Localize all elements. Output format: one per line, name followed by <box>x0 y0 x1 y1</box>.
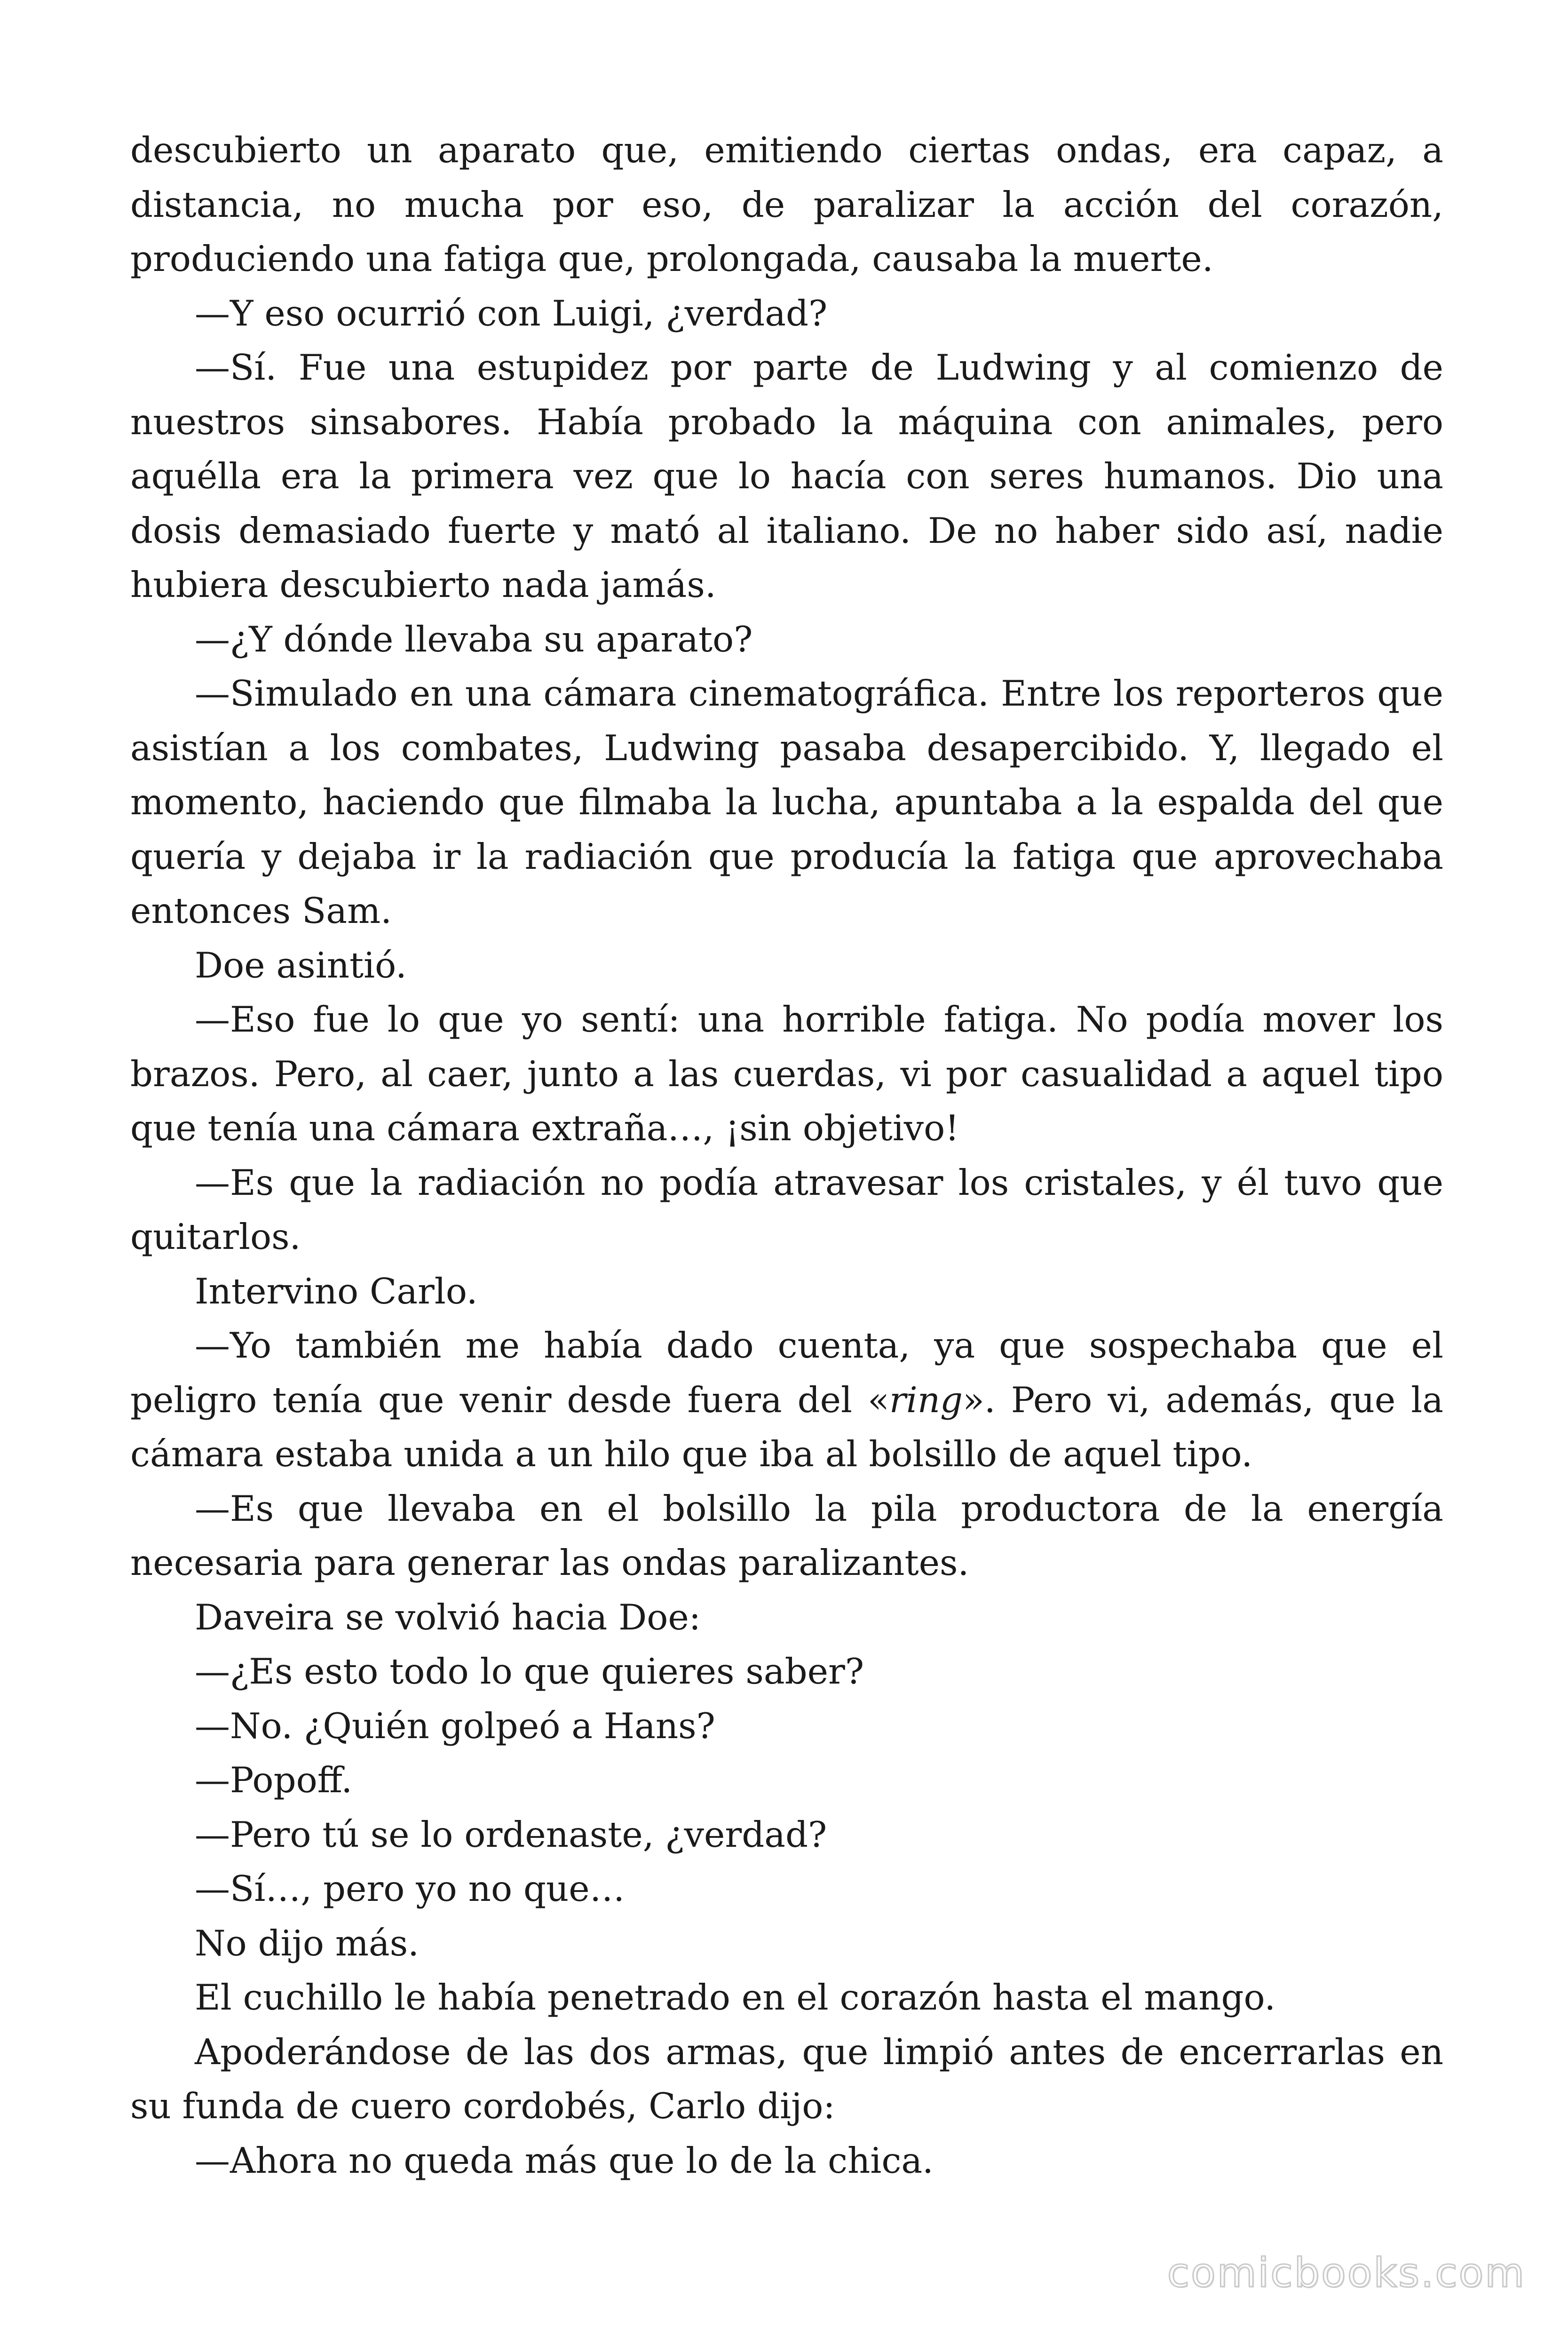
paragraph <box>130 341 1443 612</box>
paragraph-text: —Ahora no queda más que lo de la chica. <box>195 2139 934 2181</box>
paragraph <box>130 1753 1443 1808</box>
paragraph <box>130 2134 1443 2188</box>
paragraph-text: —Eso fue lo que yo sentí: una horrible fatiga. No podía mover los brazos. Pero, al caer, junto a las cuerdas, vi por casualidad a aquel tipo que tenía una cámara extraña…, ¡sin objetivo! <box>130 999 1443 1149</box>
paragraph <box>130 1482 1443 1590</box>
paragraph <box>130 1645 1443 1699</box>
paragraph <box>130 993 1443 1156</box>
paragraph-text: —¿Es esto todo lo que quieres saber? <box>195 1651 864 1692</box>
paragraph <box>130 1264 1443 1319</box>
paragraph-text: —Es que la radiación no podía atravesar los cristales, y él tuvo que quitarlos. <box>130 1161 1443 1257</box>
paragraph-text: Daveira se volvió hacia Doe: <box>195 1596 701 1638</box>
paragraph-text: —Yo también me había dado cuenta, ya que sospechaba que el peligro tenía que venir desde fuera del « <box>130 1325 1443 1421</box>
paragraph <box>130 1699 1443 1754</box>
paragraph-text: —Sí…, pero yo no que… <box>195 1868 625 1909</box>
paragraph-text: —Simulado en una cámara cinematográfica. Entre los reporteros que asistían a los combates, Ludwing pasaba desapercibido. Y, llegado el momento, haciendo que filmaba la lucha, apuntaba a la espalda del que quería y dejaba ir la radiación que producía la fatiga que aprovechaba entonces Sam. <box>130 673 1443 931</box>
paragraph <box>130 612 1443 667</box>
paragraph-text: —Popoff. <box>195 1759 353 1801</box>
italic-term: ring <box>889 1379 963 1421</box>
paragraph-text-continued: ». Pero vi, además, que la cámara estaba unida a un hilo que iba al bolsillo de aquel tipo. <box>130 1379 1443 1475</box>
paragraph-text: No dijo más. <box>195 1922 420 1964</box>
paragraph <box>130 1808 1443 1862</box>
paragraph <box>130 2025 1443 2134</box>
watermark-logo: comicbooks.com <box>1167 2249 1526 2296</box>
paragraph <box>130 667 1443 938</box>
paragraph <box>130 1916 1443 1971</box>
paragraph-text: —¿Y dónde llevaba su aparato? <box>195 618 753 660</box>
paragraph <box>130 938 1443 993</box>
paragraph-text: —No. ¿Quién golpeó a Hans? <box>195 1705 715 1747</box>
paragraph <box>130 1971 1443 2025</box>
paragraph <box>130 286 1443 341</box>
paragraph-text: Apoderándose de las dos armas, que limpió antes de encerrarlas en su funda de cuero cordobés, Carlo dijo: <box>130 2031 1443 2127</box>
paragraph-text: descubierto un aparato que, emitiendo ciertas ondas, era capaz, a distancia, no mucha por eso, de paralizar la acción del corazón, produciendo una fatiga que, prolongada, causaba la muerte. <box>130 129 1443 279</box>
paragraph-text: —Es que llevaba en el bolsillo la pila productora de la energía necesaria para generar las ondas paralizantes. <box>130 1487 1443 1583</box>
paragraph-text: —Pero tú se lo ordenaste, ¿verdad? <box>195 1813 827 1855</box>
paragraph <box>130 1156 1443 1264</box>
paragraph <box>130 1590 1443 1645</box>
paragraph <box>130 1319 1443 1482</box>
page-body-text <box>130 123 1443 2188</box>
paragraph-text: El cuchillo le había penetrado en el corazón hasta el mango. <box>195 1977 1276 2018</box>
paragraph <box>130 123 1443 286</box>
paragraph-text: Doe asintió. <box>195 944 407 986</box>
paragraph-text: —Sí. Fue una estupidez por parte de Ludwing y al comienzo de nuestros sinsabores. Había probado la máquina con animales, pero aquélla era la primera vez que lo hacía con seres humanos. Dio una dosis demasiado fuerte y mató al italiano. De no haber sido así, nadie hubiera descubierto nada jamás. <box>130 347 1443 605</box>
paragraph <box>130 1862 1443 1916</box>
paragraph-text: Intervino Carlo. <box>195 1270 478 1312</box>
paragraph-text: —Y eso ocurrió con Luigi, ¿verdad? <box>195 292 828 334</box>
